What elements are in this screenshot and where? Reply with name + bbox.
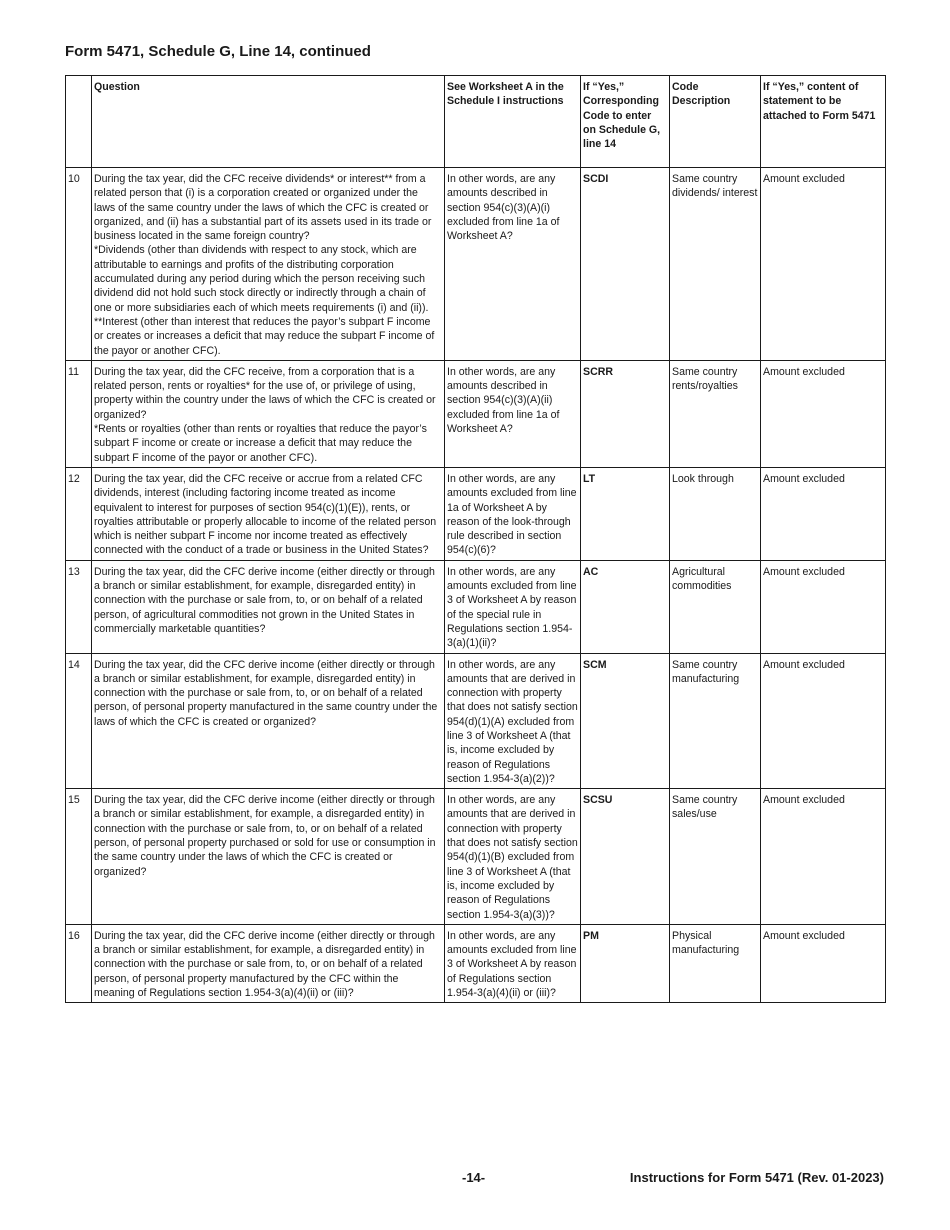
code-cell: AC [581, 560, 670, 653]
page-number: -14- [462, 1170, 486, 1185]
code-cell: LT [581, 467, 670, 560]
table-row [66, 360, 886, 467]
description-cell: Same country rents/royalties [670, 360, 761, 467]
description-cell: Physical manufacturing [670, 924, 761, 1002]
statement-cell: Amount excluded [761, 360, 886, 467]
question-cell [92, 789, 445, 925]
question-text: During the tax year, did the CFC derive income (either directly or through a branch or similar establishment, for example, a disregarded entity) in connection with the purchase or sale from, to, or on behalf of a related person, of personal property manufactured by the CFC within the meaning of Regulations section 1.954-3(a)(4)(ii) or (iii)? [94, 929, 435, 1000]
header-question: Question [92, 76, 445, 168]
question-text: During the tax year, did the CFC derive income (either directly or through a branch or similar establishment, for example, disregarded entity) in connection with the purchase or sale from, to, or on behalf of a related person, of personal property manufactured in the same country under the laws of which the CFC is created or organized? [94, 658, 438, 728]
question-text: During the tax year, did the CFC derive income (either directly or through a branch or similar establishment, for example, disregarded entity) in connection with the purchase or sale from, to, or on behalf of a related person, of agricultural commodities not grown in the United States in commercially marketable quantities? [94, 565, 435, 635]
description-cell: Same country sales/use [670, 789, 761, 925]
description-cell: Look through [670, 467, 761, 560]
table-row [66, 560, 886, 653]
statement-cell: Amount excluded [761, 560, 886, 653]
code-cell: SCSU [581, 789, 670, 925]
code-cell: SCRR [581, 360, 670, 467]
worksheet-cell: In other words, are any amounts described in section 954(c)(3)(A)(i) excluded from line 1a of Worksheet A? [445, 168, 581, 361]
description-cell: Same country dividends/ interest [670, 168, 761, 361]
question-cell [92, 924, 445, 1002]
table-row [66, 653, 886, 789]
question-cell [92, 653, 445, 789]
code-cell: PM [581, 924, 670, 1002]
row-number: 14 [66, 653, 92, 789]
worksheet-cell: In other words, are any amounts excluded from line 3 of Worksheet A by reason of Regulations section 1.954-3(a)(4)(ii) or (iii)? [445, 924, 581, 1002]
question-text: During the tax year, did the CFC derive income (either directly or through a branch or similar establishment, for example, a disregarded entity) in connection with the purchase or sale from, to, or on behalf of a related person, of personal property purchased or sold for use or consumption in the same country under the laws of which the CFC is created or organized? [94, 794, 436, 878]
question-footnote: **Interest (other than interest that reduces the payor’s subpart F income or creates or increases a deficit that may reduce the subpart F income of the payor or another CFC). [94, 315, 435, 357]
description-cell: Agricultural commodities [670, 560, 761, 653]
question-text: During the tax year, did the CFC receive or accrue from a related CFC dividends, interest (including factoring income treated as income equivalent to interest for purposes of section 954(c)(1)(E)), rents, or royalties attributable or properly allocable to income of the related person which is neither subpart F income nor income treated as effectively connected with the conduct of a trade or business in the United States? [94, 472, 437, 557]
row-number: 16 [66, 924, 92, 1002]
page-title: Form 5471, Schedule G, Line 14, continued [65, 43, 371, 60]
header-description: Code Description [670, 76, 761, 168]
question-footnote: *Dividends (other than dividends with respect to any stock, which are attributable to earnings and profits of the distributing corporation accumulated during any period during which the person receiving such dividend did not hold such stock directly or indirectly through a chain of one or more subsidiaries each of which meets requirements (i) and (ii)). [94, 244, 429, 314]
code-cell: SCDI [581, 168, 670, 361]
question-cell [92, 560, 445, 653]
statement-cell: Amount excluded [761, 653, 886, 789]
worksheet-cell: In other words, are any amounts that are derived in connection with property that does not satisfy section 954(d)(1)(A) excluded from line 3 of Worksheet A (that is, income excluded by reason of Regulations section 1.954-3(a)(2))? [445, 653, 581, 789]
worksheet-cell: In other words, are any amounts excluded from line 1a of Worksheet A by reason of the look-through rule described in section 954(c)(6)? [445, 467, 581, 560]
question-text: During the tax year, did the CFC receive, from a corporation that is a related person, rents or royalties* for the use of, or privilege of using, property within the country under the laws of which the CFC is created or organized? [94, 365, 436, 421]
schedule-g-table [65, 75, 886, 1003]
table-row [66, 789, 886, 925]
question-footnote: *Rents or royalties (other than rents or royalties that reduce the payor’s subpart F income or create or increase a deficit that may reduce the subpart F income of the payor or another CFC). [94, 423, 427, 464]
worksheet-cell: In other words, are any amounts that are derived in connection with property that does not satisfy section 954(d)(1)(B) excluded from line 3 of Worksheet A (that is, income excluded by reason of Regulations section 1.954-3(a)(3))? [445, 789, 581, 925]
row-number: 10 [66, 168, 92, 361]
question-cell [92, 360, 445, 467]
header-code: If “Yes,” Corresponding Code to enter on Schedule G, line 14 [581, 76, 670, 168]
statement-cell: Amount excluded [761, 467, 886, 560]
statement-cell: Amount excluded [761, 789, 886, 925]
code-cell: SCM [581, 653, 670, 789]
footer-form-title: Instructions for Form 5471 (Rev. 01-2023) [629, 1170, 884, 1185]
row-number: 12 [66, 467, 92, 560]
table-row [66, 467, 886, 560]
header-statement: If “Yes,” content of statement to be attached to Form 5471 [761, 76, 886, 168]
question-cell [92, 467, 445, 560]
header-worksheet: See Worksheet A in the Schedule I instructions [445, 76, 581, 168]
row-number: 11 [66, 360, 92, 467]
question-text: During the tax year, did the CFC receive dividends* or interest** from a related person that (i) is a corporation created or organized under the laws of the same country under the laws of which the CFC is created or organized, and (ii) has a substantial part of its assets used in its trade or business located in the same foreign country? [94, 173, 432, 243]
header-row [66, 76, 886, 168]
row-number: 15 [66, 789, 92, 925]
statement-cell: Amount excluded [761, 168, 886, 361]
question-cell [92, 168, 445, 361]
table-row [66, 924, 886, 1002]
worksheet-cell: In other words, are any amounts excluded from line 3 of Worksheet A by reason of the special rule in Regulations section 1.954-3(a)(1)(ii)? [445, 560, 581, 653]
table-row [66, 168, 886, 361]
header-num [66, 76, 92, 168]
statement-cell: Amount excluded [761, 924, 886, 1002]
description-cell: Same country manufacturing [670, 653, 761, 789]
worksheet-cell: In other words, are any amounts described in section 954(c)(3)(A)(ii) excluded from line 1a of Worksheet A? [445, 360, 581, 467]
row-number: 13 [66, 560, 92, 653]
